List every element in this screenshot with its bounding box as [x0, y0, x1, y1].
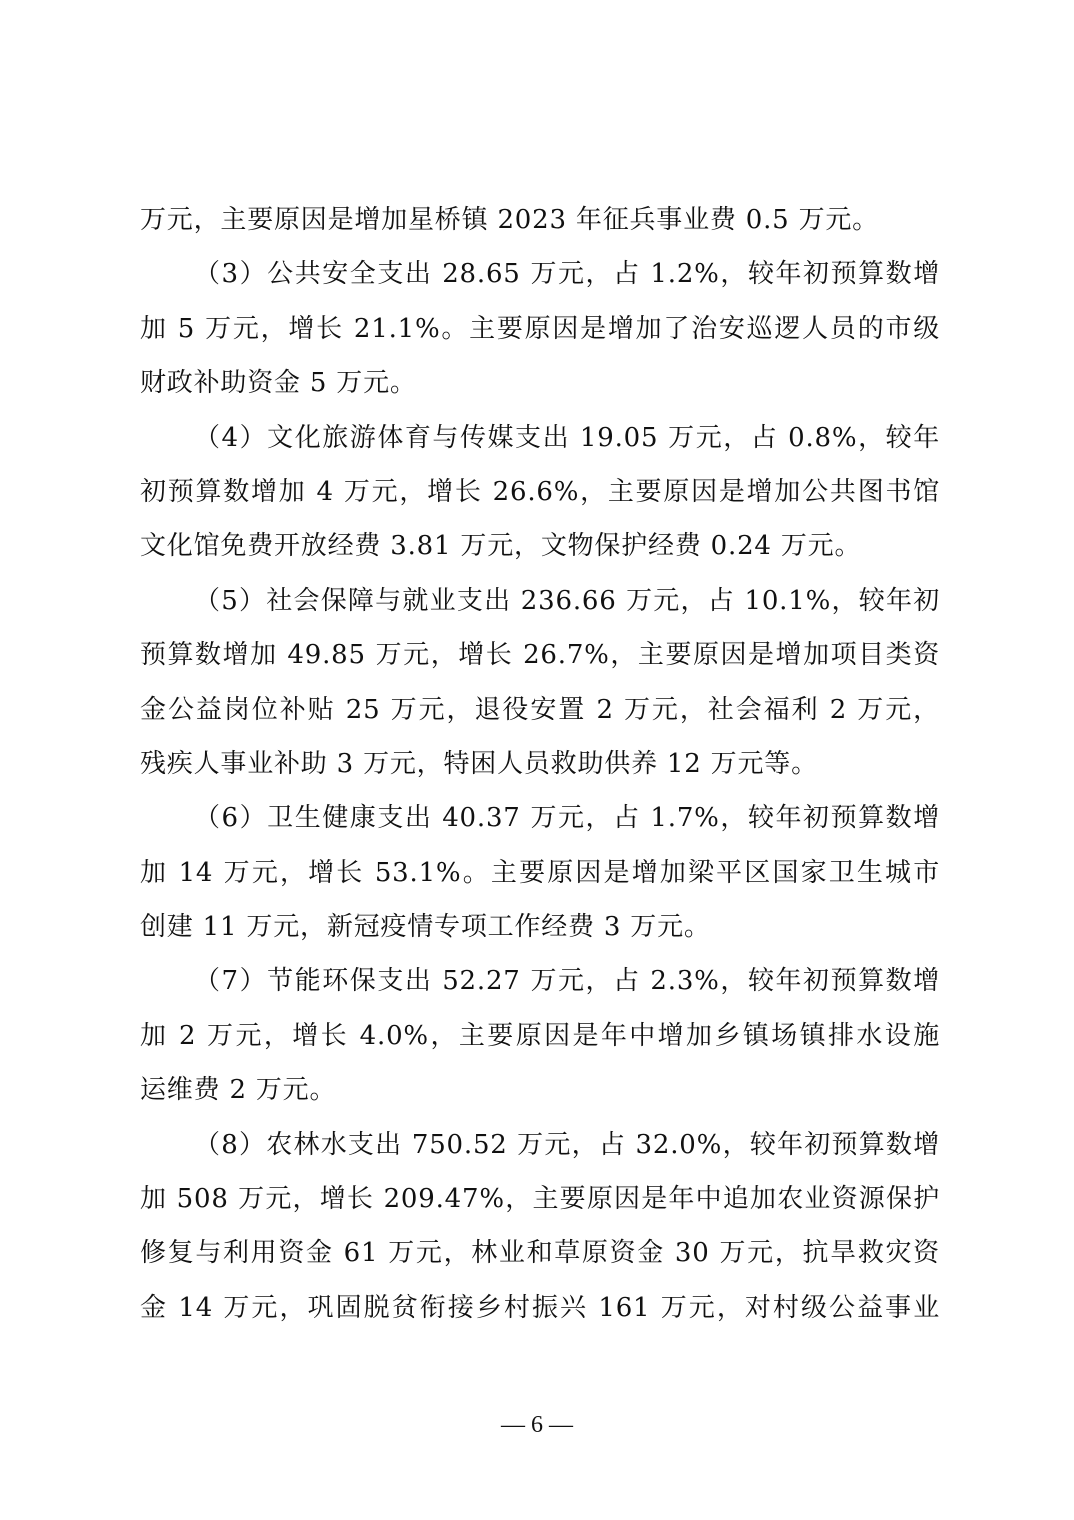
text-line: 加 14 万元，增长 53.1%。主要原因是增加梁平区国家卫生城市 [140, 857, 940, 888]
text-line: 初预算数增加 4 万元，增长 26.6%，主要原因是增加公共图书馆 [140, 476, 940, 507]
text-line: 运维费 2 万元。 [140, 1075, 337, 1106]
text-line: 残疾人事业补助 3 万元，特困人员救助供养 12 万元等。 [140, 748, 818, 779]
page-number: — 6 — [501, 1412, 573, 1438]
document-body [140, 193, 940, 1335]
text-line: 加 5 万元，增长 21.1%。主要原因是增加了治安巡逻人员的市级 [140, 313, 940, 344]
text-line: 金 14 万元，巩固脱贫衔接乡村振兴 161 万元，对村级公益事业 [140, 1292, 940, 1323]
paragraph-8-start: （8）农林水支出 750.52 万元，占 32.0%，较年初预算数增 [194, 1129, 940, 1160]
text-line: 修复与利用资金 61 万元，林业和草原资金 30 万元，抗旱救灾资 [140, 1238, 940, 1269]
paragraph-6-start: （6）卫生健康支出 40.37 万元，占 1.7%，较年初预算数增 [194, 803, 940, 834]
text-line: 创建 11 万元，新冠疫情专项工作经费 3 万元。 [140, 912, 711, 943]
text-line: 财政补助资金 5 万元。 [140, 368, 417, 399]
text-line: 加 508 万元，增长 209.47%，主要原因是年中追加农业资源保护 [140, 1184, 940, 1215]
text-line: 预算数增加 49.85 万元，增长 26.7%，主要原因是增加项目类资 [140, 640, 940, 671]
paragraph-7-start: （7）节能环保支出 52.27 万元，占 2.3%，较年初预算数增 [194, 966, 940, 997]
text-line: 文化馆免费开放经费 3.81 万元，文物保护经费 0.24 万元。 [140, 531, 862, 562]
text-line: 金公益岗位补贴 25 万元，退役安置 2 万元，社会福利 2 万元， [140, 694, 940, 725]
paragraph-3-start: （3）公共安全支出 28.65 万元，占 1.2%，较年初预算数增 [194, 259, 940, 290]
paragraph-4-start: （4）文化旅游体育与传媒支出 19.05 万元，占 0.8%，较年 [194, 422, 940, 453]
paragraph-5-start: （5）社会保障与就业支出 236.66 万元，占 10.1%，较年初 [194, 585, 940, 616]
text-line: 加 2 万元，增长 4.0%，主要原因是年中增加乡镇场镇排水设施 [140, 1020, 940, 1051]
text-line: 万元，主要原因是增加星桥镇 2023 年征兵事业费 0.5 万元。 [140, 205, 879, 235]
